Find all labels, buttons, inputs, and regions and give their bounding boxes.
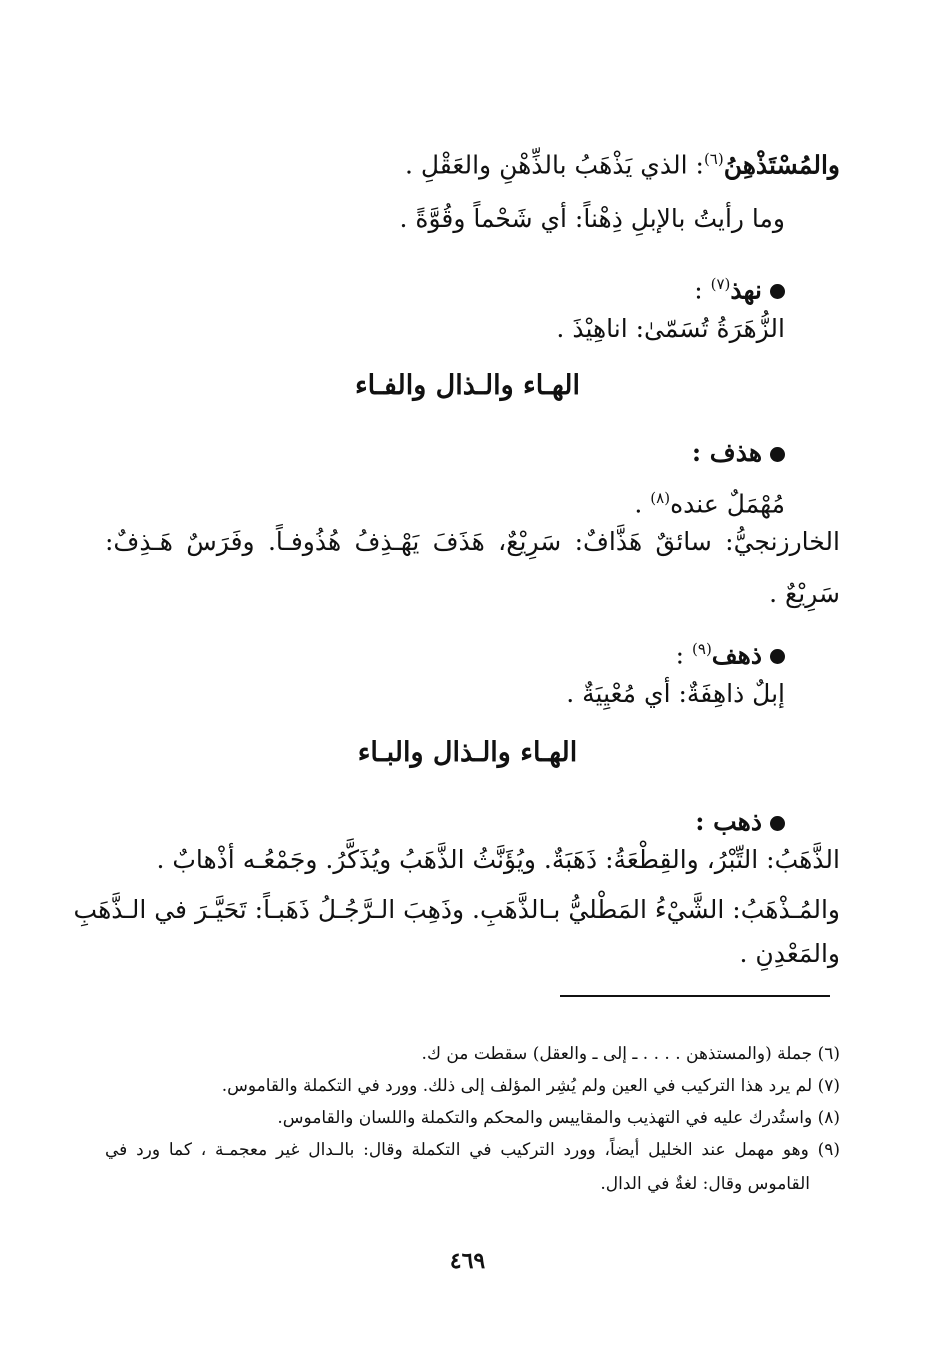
muhmal-end: . bbox=[634, 489, 651, 519]
entry-word-nhdh: نهذ bbox=[730, 275, 762, 305]
term-mustadhin: والمُسْتَذْهِنُ bbox=[723, 150, 840, 180]
page-number: ٤٦٩ bbox=[449, 1248, 486, 1274]
entry-heading-dhhf bbox=[676, 632, 785, 672]
entry-colon: : bbox=[675, 640, 685, 670]
footnote-9-continued: القاموس وقال: لغةٌ في الدال. bbox=[600, 1174, 810, 1194]
line-madin: والمَعْدِنِ . bbox=[739, 939, 840, 968]
entry-colon: : bbox=[694, 275, 703, 305]
line-mustadhin bbox=[405, 142, 840, 182]
definition-mustadhin: : الذي يَذْهَبُ بالذِّهْنِ والعَقْلِ . bbox=[404, 150, 704, 180]
footnote-ref-6[interactable]: (٦) bbox=[703, 150, 724, 168]
footnote-8: (٨) واستُدرك عليه في التهذيب والمقاييس والمحكم والتكملة واللسان والقاموس. bbox=[277, 1108, 840, 1128]
bullet-icon bbox=[770, 649, 785, 664]
line-kharzanji: الخارزنجيُّ: سائقٌ هَذَّافٌ: سَرِيْعٌ، هَذَفَ يَهْـذِفُ هُذُوفـاً. وفَرَسٌ هَـذِفٌ: bbox=[105, 527, 840, 556]
line-mudhhab: والمُـذْهَبُ: الشَّيْءُ المَطْليُّ بـالذَّهَبِ. وذَهِبَ الـرَّجُـلُ ذَهَبـاً: تَحَيَّـرَ في الـذَّهَبِ bbox=[73, 895, 840, 924]
entry-heading-nhdh bbox=[694, 267, 785, 307]
section-heading-ha-dhal-ba: الهـاء والـذال والبـاء bbox=[357, 737, 578, 768]
footnote-6: (٦) جملة (والمستذهن . . . . ـ إلى ـ والعقل) سقطت من ك. bbox=[421, 1044, 840, 1064]
footnote-divider bbox=[560, 995, 830, 997]
muhmal-text: مُهْمَلٌ عنده bbox=[670, 489, 785, 519]
footnote-ref-7[interactable]: (٧) bbox=[710, 275, 731, 293]
line-sari: سَرِيْعٌ . bbox=[769, 579, 840, 608]
line-dhihn: وما رأيتُ بالإبلِ ذِهْناً: أي شَحْماً وقُوَّةً . bbox=[399, 204, 785, 233]
footnote-ref-9[interactable]: (٩) bbox=[692, 640, 712, 658]
line-ibil: إبلٌ ذاهِفَةٌ: أي مُعْيِيَةٌ . bbox=[566, 679, 785, 708]
entry-heading-hdhf bbox=[692, 436, 785, 470]
bullet-icon bbox=[770, 447, 785, 462]
footnote-ref-8[interactable]: (٨) bbox=[650, 489, 671, 507]
footnote-7: (٧) لم يرد هذا التركيب في العين ولم يُشِر المؤلف إلى ذلك. وورد في التكملة والقاموس. bbox=[221, 1076, 840, 1096]
bullet-icon bbox=[770, 284, 785, 299]
section-heading-ha-dhal-fa: الهـاء والـذال والفـاء bbox=[354, 370, 581, 401]
bullet-icon bbox=[770, 816, 785, 831]
footnote-9: (٩) وهو مهمل عند الخليل أيضاً، وورد التركيب في التكملة وقال: بالـدال غير معجمـة ، كما ورد في bbox=[105, 1140, 840, 1160]
entry-word-dhhb: ذهب : bbox=[695, 807, 762, 836]
entry-word-dhhf: ذهف bbox=[711, 640, 762, 670]
entry-word-hdhf: هذف : bbox=[691, 438, 762, 467]
line-muhmal bbox=[634, 481, 785, 521]
line-dhahab: الذَّهَبُ: التِّبْرُ، والقِطْعَةُ: ذَهَبَةٌ. ويُؤَنَّثُ الذَّهَبُ ويُذَكَّرُ. وجَمْعُـه أذْهابٌ . bbox=[156, 845, 840, 874]
line-zuhara: الزُّهَرَةُ تُسَمّىٰ: اناهِيْذَ . bbox=[556, 314, 785, 343]
entry-heading-dhhb bbox=[695, 805, 785, 839]
